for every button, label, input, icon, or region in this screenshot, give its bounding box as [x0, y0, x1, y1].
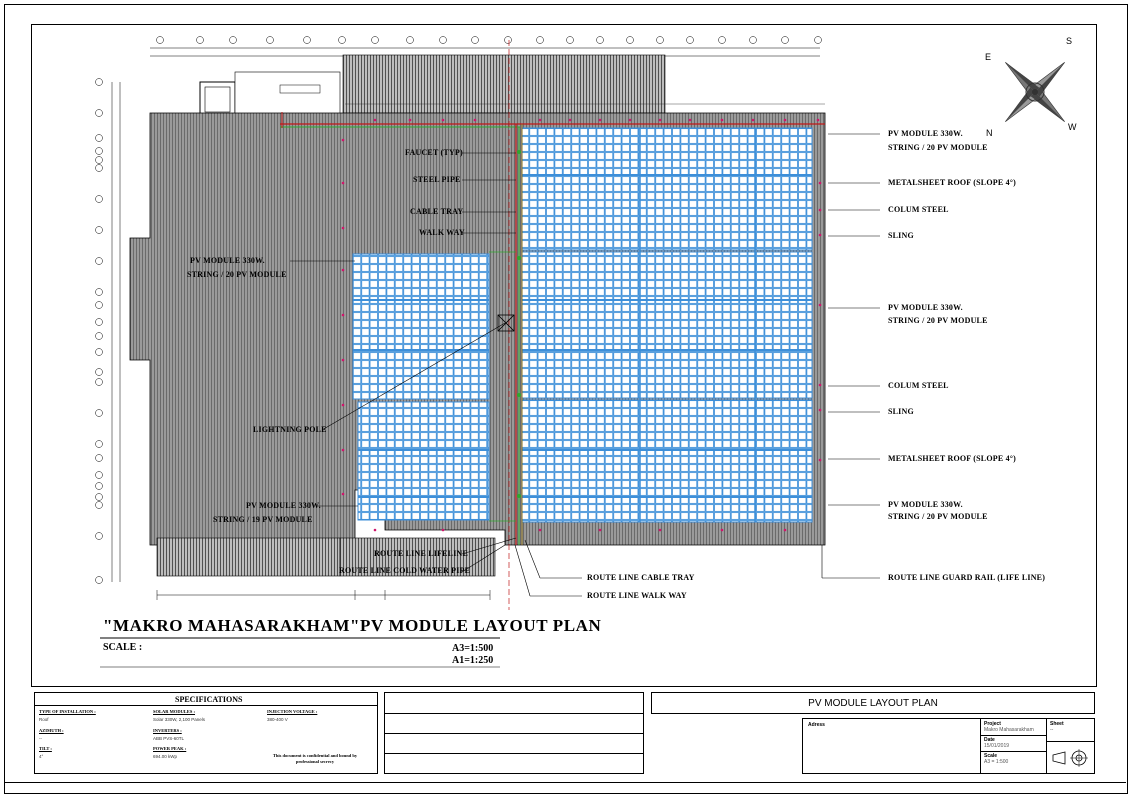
spec-injection-key: INJECTION VOLTAGE : — [267, 709, 318, 714]
spec-type-key: TYPE OF INSTALLATION : — [39, 709, 96, 714]
label-right-sling-2: SLING — [888, 407, 914, 416]
grid-axis-left — [96, 79, 121, 584]
date-value: 15/01/2019 — [984, 743, 1010, 749]
project-label: Project — [984, 721, 1001, 727]
spec-modules-val: Solar 330W, 2,100 Panels — [153, 717, 206, 722]
scale-a1: A1=1:250 — [452, 655, 494, 666]
projection-symbol-icon — [1051, 747, 1091, 769]
compass-letter-s: S — [1066, 36, 1073, 46]
adress-label: Adress — [808, 722, 825, 728]
spec-inverters-val: ABB PVS-60TL — [153, 736, 185, 741]
label-right-pv-1b: STRING / 20 PV MODULE — [888, 143, 988, 152]
spec-type-val: Roof — [39, 717, 49, 722]
label-right-pv-3b: STRING / 20 PV MODULE — [888, 512, 988, 521]
label-pv-left-2: PV MODULE 330W. — [246, 501, 321, 510]
project-value: Makro Mahasarakham — [984, 727, 1034, 733]
label-pv-left-1: PV MODULE 330W. — [190, 256, 265, 265]
scale-label: SCALE : — [103, 642, 143, 653]
label-route-cable-tray: ROUTE LINE CABLE TRAY — [587, 573, 695, 582]
label-right-metal-1: METALSHEET ROOF (SLOPE 4°) — [888, 178, 1017, 187]
label-walk-way: WALK WAY — [419, 228, 465, 237]
drawing-title: "MAKRO MAHASARAKHAM"PV MODULE LAYOUT PLAN — [103, 616, 602, 635]
scale-block-value: A3 = 1:500 — [984, 759, 1009, 765]
spec-power-val: 694.00 kWp — [153, 754, 178, 759]
label-faucet: FAUCET (TYP) — [405, 148, 463, 157]
spec-inverters-key: INVERTERS : — [153, 728, 182, 733]
label-pv-left-1b: STRING / 20 PV MODULE — [187, 270, 287, 279]
label-right-pv-1: PV MODULE 330W. — [888, 129, 963, 138]
label-right-pv-3: PV MODULE 330W. — [888, 500, 963, 509]
sheet-bottom-rule — [4, 782, 1126, 783]
title-block — [802, 718, 1095, 774]
sheet-label: Sheet — [1050, 721, 1064, 727]
spec-azimuth-key: AZIMUTH : — [39, 728, 64, 733]
upper-roof-strip — [343, 55, 665, 113]
spec-tilt-key: TILT : — [39, 746, 52, 751]
label-pv-left-2b: STRING / 19 PV MODULE — [213, 515, 313, 524]
label-route-lifeline: ROUTE LINE LIFELINE — [374, 549, 469, 558]
spec-azimuth-val: -- — [39, 736, 42, 741]
label-cable-tray: CABLE TRAY — [410, 207, 464, 216]
label-lightning-pole: LIGHTNING POLE — [253, 425, 327, 434]
date-label: Date — [984, 737, 995, 743]
pv-array-right — [522, 128, 812, 522]
spec-tilt-val: 4° — [39, 754, 44, 759]
label-right-colum-2: COLUM STEEL — [888, 381, 949, 390]
sheet-value: -- — [1050, 727, 1054, 733]
compass-letter-e: E — [985, 52, 992, 62]
label-steel-pipe: STEEL PIPE — [413, 175, 461, 184]
label-right-pv-2b: STRING / 20 PV MODULE — [888, 316, 988, 325]
grid-axis-top — [150, 37, 822, 57]
specifications-heading: SPECIFICATIONS — [175, 695, 243, 704]
label-route-walk-way: ROUTE LINE WALK WAY — [587, 591, 687, 600]
label-route-cold-water: ROUTE LINE COLD WATER PIPE — [339, 566, 471, 575]
scale-block-label: Scale — [984, 753, 998, 759]
compass-letter-w: W — [1068, 122, 1077, 132]
label-right-guard-rail: ROUTE LINE GUARD RAIL (LIFE LINE) — [888, 573, 1046, 582]
label-right-pv-2: PV MODULE 330W. — [888, 303, 963, 312]
sheet-title: PV MODULE LAYOUT PLAN — [808, 698, 938, 709]
label-right-metal-2: METALSHEET ROOF (SLOPE 4°) — [888, 454, 1017, 463]
revision-table — [384, 692, 644, 774]
specifications-panel — [34, 692, 378, 774]
scale-a3: A3=1:500 — [452, 643, 494, 654]
spec-modules-key: SOLAR MODULES : — [153, 709, 196, 714]
spec-injection-val: 380-400 V — [267, 717, 288, 722]
pv-array-left — [353, 254, 489, 520]
label-right-sling-1: SLING — [888, 231, 914, 240]
sheet-title-box — [651, 692, 1095, 714]
confidential-notice: This document is confidential and bound by professional secrecy — [272, 753, 358, 764]
label-right-colum-1: COLUM STEEL — [888, 205, 949, 214]
spec-power-key: POWER PEAK : — [153, 746, 187, 751]
compass-letter-n: N — [986, 128, 993, 138]
